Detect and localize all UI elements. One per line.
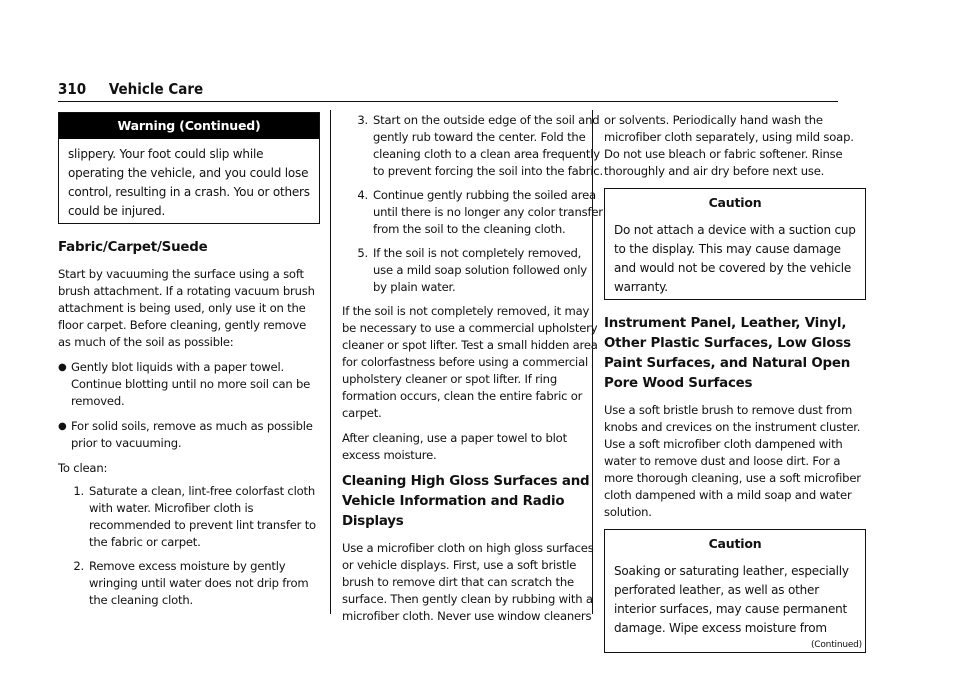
step-item [58, 483, 320, 551]
section-title: Vehicle Care [108, 80, 204, 98]
step-item [342, 112, 604, 180]
step-text: If the soil is not completely removed, use a mild soap solution followed only by plain water. [373, 246, 587, 294]
page-header [58, 80, 838, 98]
warning-title: Warning (Continued) [59, 113, 319, 139]
paragraph: After cleaning, use a paper towel to blot excess moisture. [342, 431, 567, 462]
column-3 [604, 112, 866, 653]
column-1 [58, 112, 320, 616]
step-number: 2. [73, 559, 84, 573]
step-number: 5. [357, 246, 368, 260]
caution-title: Caution [708, 195, 762, 210]
step-item [342, 187, 604, 238]
header-rule [58, 101, 838, 102]
page-number: 310 [58, 80, 87, 98]
paragraph: Use a microfiber cloth on high gloss surfaces or vehicle displays. First, use a soft bristle brush to remove dirt that can scratch the surface. Then gently clean by rubbing with a microfiber cloth. Never use window cleaners [342, 541, 594, 623]
step-text: Start on the outside edge of the soil and gently rub toward the center. Fold the cleaning cloth to a clean area frequently to prevent forcing the soil into the fabric. [373, 113, 603, 178]
caution-box [604, 188, 866, 300]
high-gloss-heading: Cleaning High Gloss Surfaces and Vehicle Information and Radio Displays [342, 474, 590, 529]
warning-box [58, 112, 320, 224]
bullet-text: Gently blot liquids with a paper towel. Continue blotting until no more soil can be removed. [71, 360, 311, 408]
step-item [58, 558, 320, 609]
step-item [342, 245, 604, 296]
column-divider-1 [330, 110, 331, 614]
continued-label: (Continued) [810, 640, 862, 650]
paragraph: If the soil is not completely removed, it may be necessary to use a commercial upholstery cleaner or spot lifter. Test a small hidden area for colorfastness before using a commercial upholstery cleaner or spot lifter. If ring formation occurs, clean the entire fabric or carpet. [342, 304, 598, 420]
bullet-item [58, 418, 320, 452]
warning-body: slippery. Your foot could slip while operating the vehicle, and you could lose control, resulting in a crash. You or others could be injured. [68, 147, 310, 218]
step-number: 4. [357, 188, 368, 202]
bullet-icon: ● [58, 421, 67, 432]
paragraph: or solvents. Periodically hand wash the microfiber cloth separately, using mild soap. Do not use bleach or fabric softener. Rinse thoroughly and air dry before next use. [604, 113, 854, 178]
bullet-icon: ● [58, 362, 67, 373]
instrument-panel-heading: Instrument Panel, Leather, Vinyl, Other Plastic Surfaces, Low Gloss Paint Surfaces, and Natural Open Pore Wood Surfaces [604, 316, 851, 391]
step-number: 1. [73, 484, 84, 498]
paragraph: Use a soft bristle brush to remove dust from knobs and crevices on the instrument cluster. Use a soft microfiber cloth dampened with water to remove dust and loose dirt. For a more thorough cleaning, use a soft microfiber cloth dampened with a mild soap and water solution. [604, 403, 861, 519]
bullet-item [58, 359, 320, 410]
caution-body: Do not attach a device with a suction cup to the display. This may cause damage and would not be covered by the vehicle warranty. [614, 223, 856, 294]
to-clean-label: To clean: [58, 461, 108, 475]
bullet-text: For solid soils, remove as much as possible prior to vacuuming. [71, 419, 313, 450]
fabric-heading: Fabric/Carpet/Suede [58, 240, 208, 255]
caution-box [604, 529, 866, 653]
fabric-intro: Start by vacuuming the surface using a soft brush attachment. If a rotating vacuum brush attachment is being used, only use it on the floor carpet. Before cleaning, gently remove as much of the soil as possible: [58, 267, 315, 349]
step-text: Continue gently rubbing the soiled area until there is no longer any color transfer from the soil to the cleaning cloth. [373, 188, 603, 236]
step-text: Saturate a clean, lint-free colorfast cloth with water. Microfiber cloth is recommended to prevent lint transfer to the fabric or carpet. [89, 484, 316, 549]
step-number: 3. [357, 113, 368, 127]
caution-title: Caution [708, 536, 762, 551]
step-text: Remove excess moisture by gently wringing until water does not drip from the cleaning cloth. [89, 559, 309, 607]
column-2 [342, 112, 604, 633]
caution-body: Soaking or saturating leather, especially perforated leather, as well as other interior surfaces, may cause permanent damage. Wipe excess moisture from [614, 564, 849, 635]
